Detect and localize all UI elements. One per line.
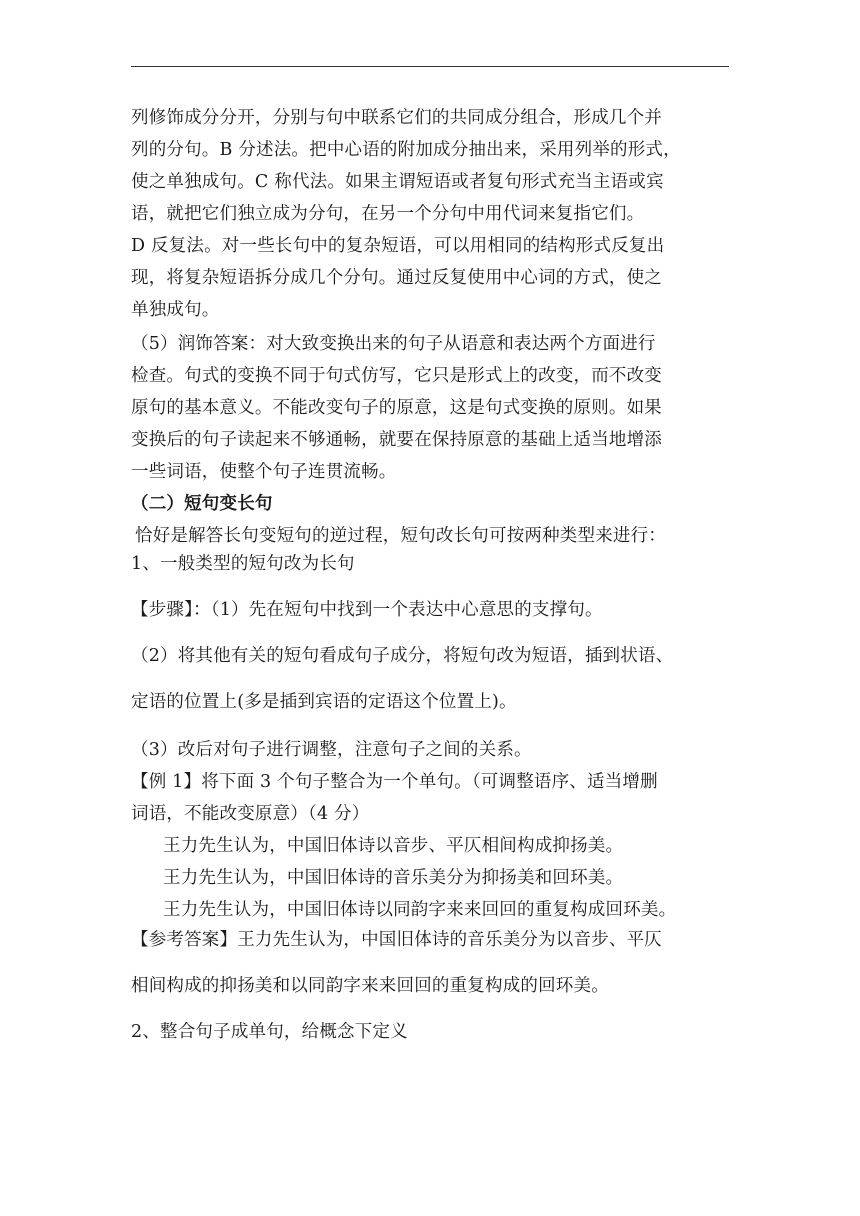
body-text-line: 列的分句。B 分述法。把中心语的附加成分抽出来，采用列举的形式， [131, 140, 681, 160]
example-prompt-cont: 词语，不能改变原意）（4 分） [131, 804, 370, 824]
header-rule [131, 66, 729, 67]
body-text-line: 一些词语，使整个句子连贯流畅。 [131, 462, 397, 482]
reference-answer-cont: 相间构成的抑扬美和以同韵字来来回回的重复构成的回环美。 [131, 976, 609, 996]
body-text-line: 原句的基本意义。不能改变句子的原意，这是句式变换的原则。如果 [131, 398, 662, 418]
section-intro: 恰好是解答长句变短句的逆过程，短句改长句可按两种类型来进行： [135, 526, 666, 546]
step-3-line: （3）改后对句子进行调整，注意句子之间的关系。 [131, 740, 532, 760]
body-text-line: 使之单独成句。C 称代法。如果主谓短语或者复句形式充当主语或宾 [131, 172, 664, 192]
body-text-line: 定语的位置上(多是插到宾语的定语这个位置上)。 [131, 692, 517, 712]
body-text-line: D 反复法。对一些长句中的复杂短语，可以用相同的结构形式反复出 [131, 236, 665, 256]
example-sentence-2: 王力先生认为，中国旧体诗的音乐美分为抑扬美和回环美。 [163, 868, 624, 888]
step-2-line: （2）将其他有关的短句看成句子成分，将短句改为短语，插到状语、 [131, 646, 674, 666]
subsection-heading: 1、一般类型的短句改为长句 [131, 554, 355, 574]
example-sentence-1: 王力先生认为，中国旧体诗以音步、平仄相间构成抑扬美。 [163, 836, 624, 856]
reference-answer: 【参考答案】王力先生认为，中国旧体诗的音乐美分为以音步、平仄 [131, 930, 662, 950]
body-text-line: 列修饰成分分开，分别与句中联系它们的共同成分组合，形成几个并 [131, 108, 662, 128]
example-prompt: 【例 1】将下面 3 个句子整合为一个单句。（可调整语序、适当增删 [131, 772, 658, 792]
section-heading: （二）短句变长句 [131, 494, 273, 514]
body-text-line: 变换后的句子读起来不够通畅，就要在保持原意的基础上适当地增添 [131, 430, 662, 450]
body-text-line: 现，将复杂短语拆分成几个分句。通过反复使用中心词的方式，使之 [131, 268, 662, 288]
step-1-line: 【步骤】：（1）先在短句中找到一个表达中心意思的支撑句。 [131, 600, 603, 620]
body-text-line: 检查。句式的变换不同于句式仿写，它只是形式上的改变，而不改变 [131, 366, 662, 386]
example-sentence-3: 王力先生认为，中国旧体诗以同韵字来来回回的重复构成回环美。 [163, 900, 677, 920]
subsection-heading: 2、整合句子成单句，给概念下定义 [131, 1022, 408, 1042]
step-5-line: （5）润饰答案：对大致变换出来的句子从语意和表达两个方面进行 [131, 334, 656, 354]
body-text-line: 单独成句。 [131, 300, 220, 320]
body-text-line: 语，就把它们独立成为分句，在另一个分句中用代词来复指它们。 [131, 204, 645, 224]
